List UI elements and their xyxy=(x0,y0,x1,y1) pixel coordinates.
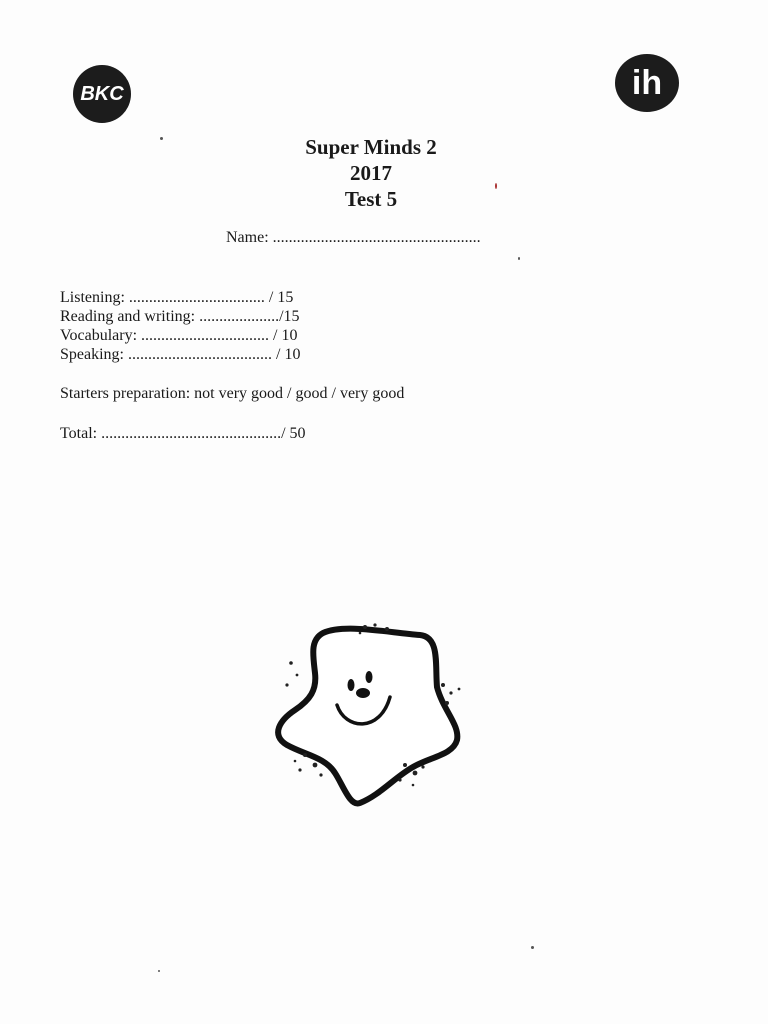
total-score: Total: ............................................./ 50 xyxy=(60,425,306,442)
smiling-star-icon xyxy=(265,615,475,810)
scan-speck xyxy=(160,137,163,140)
scan-speck xyxy=(531,946,534,949)
bkc-logo-text: BKC xyxy=(80,82,124,105)
score-speaking: Speaking: .................................... / 10 xyxy=(60,346,301,363)
scores-list xyxy=(60,288,300,364)
star-eye-left xyxy=(348,679,355,691)
star-eye-right xyxy=(366,671,373,683)
ih-logo-text: ih xyxy=(631,63,663,102)
scan-speck xyxy=(158,970,160,972)
test-label: Test 5 xyxy=(344,187,398,211)
ih-logo xyxy=(615,54,679,112)
scan-speck xyxy=(518,257,520,260)
year-label: 2017 xyxy=(350,161,392,185)
star-nose xyxy=(356,688,370,698)
title-block xyxy=(0,134,742,212)
bkc-logo xyxy=(73,65,131,123)
score-listening: Listening: .................................. / 15 xyxy=(60,289,294,306)
scan-speck xyxy=(495,183,497,189)
score-reading-writing: Reading and writing: ..................../15 xyxy=(60,308,300,325)
name-field: Name: .................................................... xyxy=(226,229,481,246)
star-outline xyxy=(278,629,457,804)
page-title: Super Minds 2 xyxy=(305,135,437,159)
score-vocabulary: Vocabulary: ................................ / 10 xyxy=(60,327,298,344)
starters-preparation: Starters preparation: not very good / good / very good xyxy=(60,385,405,402)
